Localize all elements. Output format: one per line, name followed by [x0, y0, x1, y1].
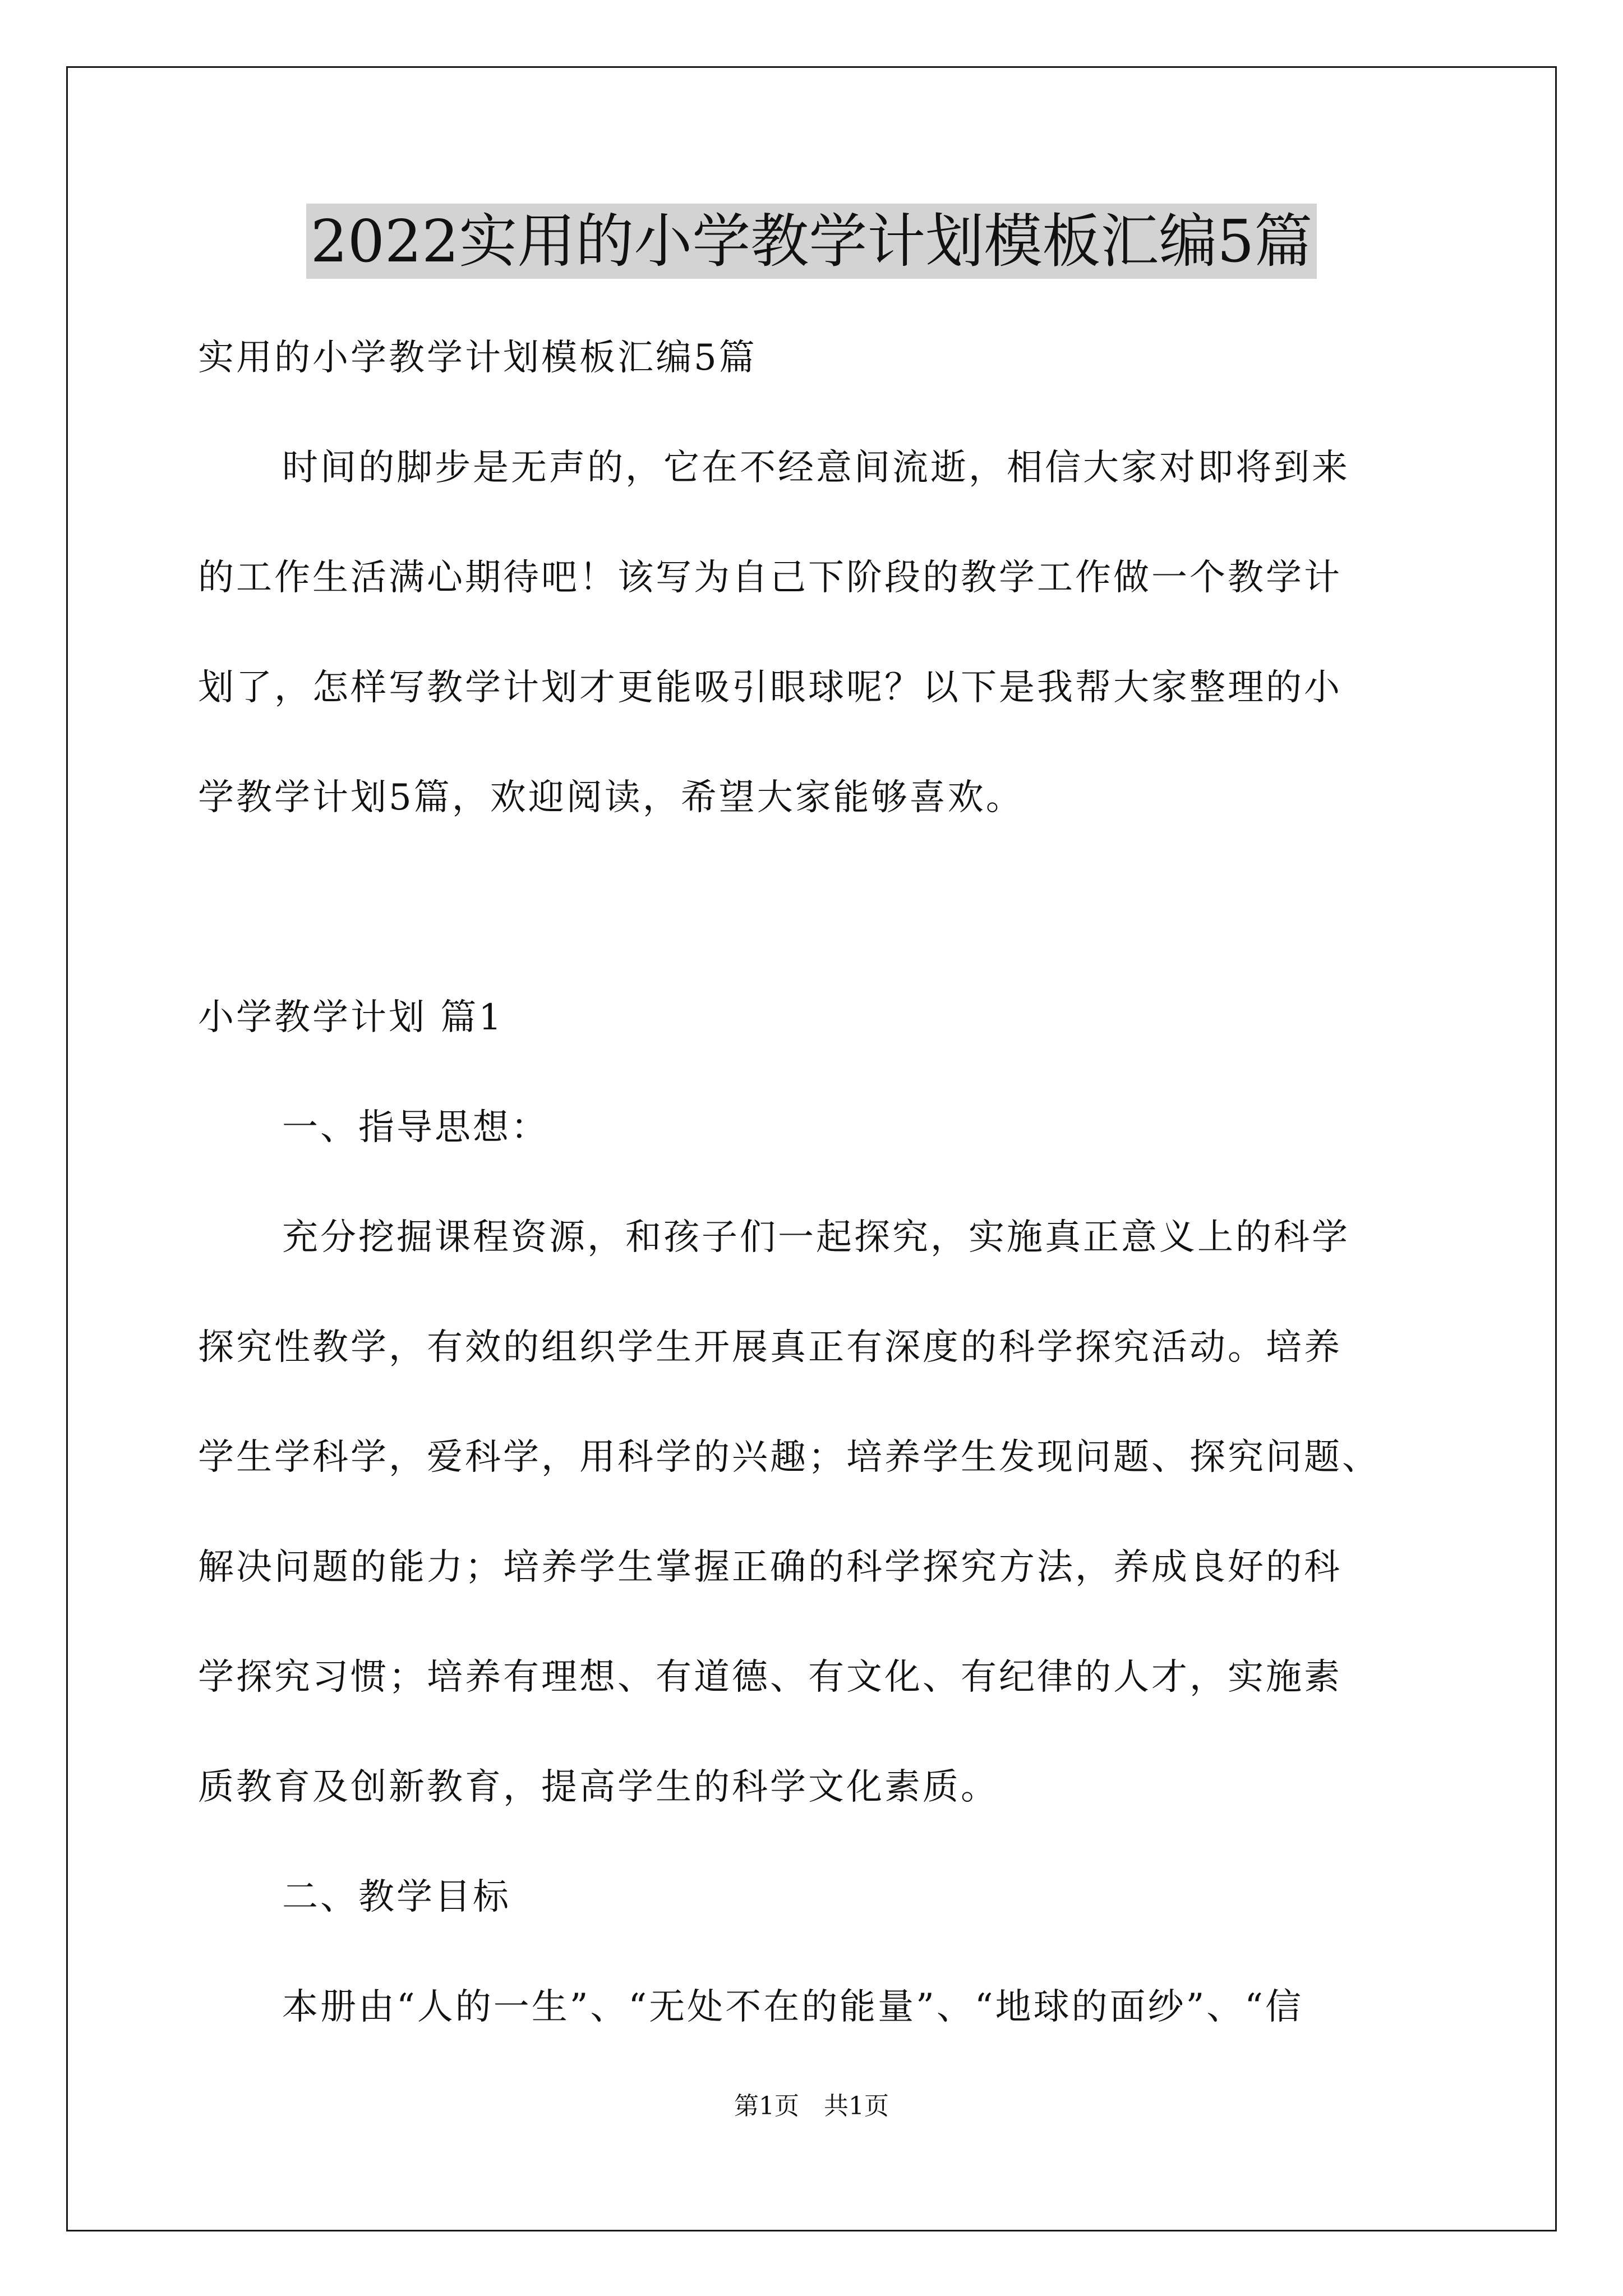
guiding-line: 学生学科学，爱科学，用科学的兴趣；培养学生发现问题、探究问题、 — [198, 1437, 1380, 1478]
paragraph-spacer — [198, 853, 1432, 963]
guiding-ideology-heading: 一、指导思想： — [282, 1107, 549, 1148]
teaching-goals-heading: 二、教学目标 — [282, 1876, 511, 1918]
intro-line: 学教学计划5篇，欢迎阅读，希望大家能够喜欢。 — [198, 777, 1024, 818]
guiding-line: 充分挖掘课程资源，和孩子们一起探究，实施真正意义上的科学 — [282, 1217, 1350, 1258]
intro-line: 划了，怎样写教学计划才更能吸引眼球呢？以下是我帮大家整理的小 — [198, 667, 1342, 708]
intro-line: 时间的脚步是无声的，它在不经意间流逝，相信大家对即将到来 — [282, 447, 1350, 489]
document-title — [0, 202, 1623, 280]
goal-line: 本册由“人的一生”、“无处不在的能量”、“地球的面纱”、“信 — [282, 1986, 1304, 2028]
guiding-line: 探究性教学，有效的组织学生开展真正有深度的科学探究活动。培养 — [198, 1327, 1342, 1368]
section-heading: 小学教学计划 篇1 — [198, 997, 504, 1038]
guiding-line: 学探究习惯；培养有理想、有道德、有文化、有纪律的人才，实施素 — [198, 1657, 1342, 1698]
guiding-line: 解决问题的能力；培养学生掌握正确的科学探究方法，养成良好的科 — [198, 1547, 1342, 1588]
document-subtitle: 实用的小学教学计划模板汇编5篇 — [198, 337, 757, 379]
page-number: 第1页 — [734, 2092, 799, 2120]
intro-line: 的工作生活满心期待吧！该写为自己下阶段的教学工作做一个教学计 — [198, 557, 1342, 599]
guiding-line: 质教育及创新教育，提高学生的科学文化素质。 — [198, 1766, 999, 1808]
page-footer — [0, 2090, 1623, 2123]
document-body — [198, 303, 1432, 2062]
document-title-text: 2022实用的小学教学计划模板汇编5篇 — [306, 204, 1317, 279]
page-total: 共1页 — [824, 2092, 889, 2120]
